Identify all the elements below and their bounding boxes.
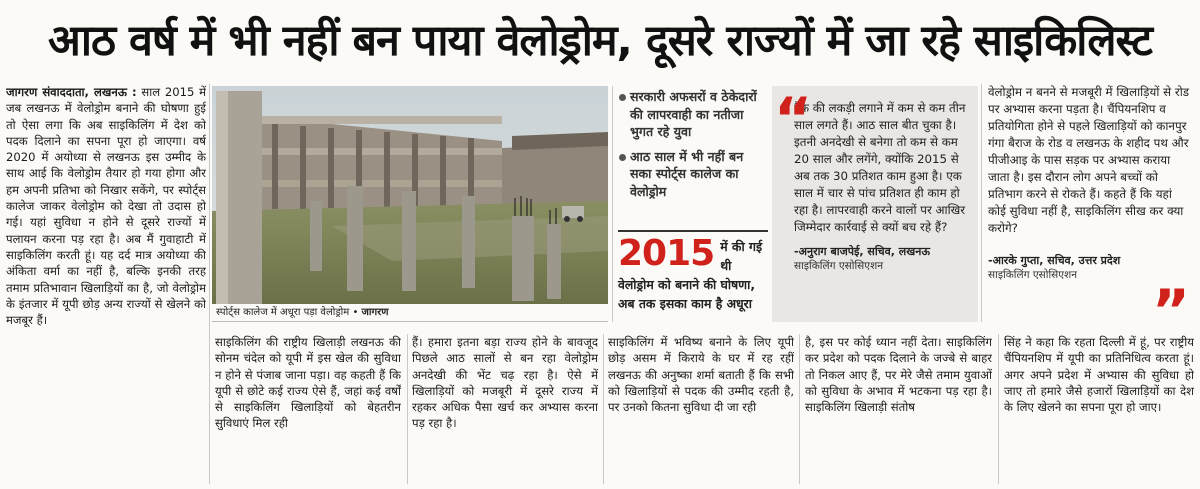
quote-2-author: -आरके गुप्ता, सचिव, उत्तर प्रदेश <box>988 254 1121 267</box>
year-box <box>618 230 768 322</box>
quote-box-2 <box>984 84 1196 345</box>
column-divider <box>603 334 604 484</box>
highlights <box>618 88 766 207</box>
photo-caption <box>212 304 608 322</box>
article-column-1 <box>6 84 206 484</box>
open-quote-icon: “ <box>774 85 813 153</box>
highlight-item: आठ साल में भी नहीं बन सका स्पोर्ट्स कालेज का वेलोड्रोम <box>618 148 766 201</box>
quote-box-1 <box>772 86 978 322</box>
headline: आठ वर्ष में भी नहीं बन पाया वेलोड्रोम, दूसरे राज्यों में जा रहे साइकिलिस्ट <box>48 16 1152 66</box>
article-column-2: साइकिलिंग की राष्ट्रीय खिलाड़ी लखनऊ की सोनम चंदेल को यूपी में इस खेल की सुविधा न होने से पंजाब जाना पड़ा। वह कहती हैं कि यूपी से छोटे कई राज्य ऐसे हैं, जहां कई वर्षों से साइकिलिंग खिलाड़ियों को बेहतरीन सुविधाएं मिल रही <box>215 335 401 431</box>
column-divider <box>799 334 800 484</box>
quote-1-org: साइकिलिंग एसोसिएशन <box>794 260 884 272</box>
article-column-4: साइकिलिंग में भविष्य बनाने के लिए यूपी छोड़ असम में किराये के घर में रह रहीं लखनऊ की अनुष्का शर्मा बताती हैं कि सभी को खिलाड़ियों से पदक की उम्मीद रहती है, पर उनको कितना सुविधा दी जा रही <box>608 335 794 415</box>
column-1-text: साल 2015 में जब लखनऊ में वेलोड्रोम बनाने की घोषणा हुई तो ऐसा लगा कि अब साइकिलिंग में देश को पदक दिलाने का सपना पूरा हो जाएगा। वर्ष 2020 में अयोध्या से लखनऊ इस उम्मीद के साथ आई कि वेलोड्रोम तैयार हो गया होगा और हम अपनी प्रतिभा को निखार सकेंगे, पर स्पोर्ट्स कालेज जाकर वेलोड्रोम को देखा तो उदास हो गई। यहां सुविधा न होने से दूसरे राज्यों में पलायन करना पड़ रहा है। अब मैं गुवाहाटी में साइकिलिंग करती हूं। यह दर्द मात्र अयोध्या की अंकिता वर्मा का नहीं है, बल्कि इनकी तरह तमाम प्रतिभावान खिलाड़ियों का है, जो वेलोड्रोम के इंतजार में यूपी छोड़ अन्य राज्यों से खेलने को मजबूर हैं। <box>6 85 206 328</box>
column-divider <box>998 334 999 484</box>
highlight-item: सरकारी अफसरों व ठेकेदारों की लापरवाही का नतीजा भुगत रहे युवा <box>618 88 766 141</box>
quote-1-text: ट्रैक की लकड़ी लगाने में कम से कम तीन साल लगते हैं। आठ साल बीत चुका है। इतनी अनदेखी से बनेगा तो कम से कम 20 साल और लगेंगे, क्योंकि 2015 से अब तक 30 प्रतिशत काम हुआ है। एक साल में चार से पांच प्रतिशत ही काम हो रहा है। लापरवाही करने वालों पर आखिर जिम्मेदार कार्रवाई से क्यों बच रहे हैं? <box>794 101 966 234</box>
year-figure: 2015 <box>618 233 715 274</box>
caption-dot: • <box>352 307 362 318</box>
caption-text: स्पोर्ट्स कालेज में अधूरा पड़ा वेलोड्रोम <box>216 307 350 318</box>
column-divider <box>612 86 613 322</box>
quote-1-author: -अनुराग बाजपेई, सचिव, लखनऊ <box>794 245 930 258</box>
article-column-3: हैं। हमारा इतना बड़ा राज्य होने के बावजूद पिछले आठ सालों से बन रहा वेलोड्रोम अनदेखी की भेंट चढ़ रहा है। ऐसे में खिलाड़ियों को मजबूरी में दूसरे राज्य में रहकर अधिक पैसा खर्च कर अभ्यास करना पड़ रहा है। <box>412 335 598 431</box>
dateline: जागरण संवाददाता, लखनऊ : <box>6 85 137 99</box>
photo-credit: जागरण <box>361 307 389 318</box>
article-column-5: है, इस पर कोई ध्यान नहीं देता। साइकिलिंग कर प्रदेश को पदक दिलाने के जज्बे से बाहर तो निकल आए हैं, पर मेरे जैसे तमाम युवाओं को सुविधा के अभाव में भटकना पड़ रहा है। साइकिलिंग खिलाड़ी संतोष <box>805 335 992 415</box>
close-quote-icon: ” <box>1151 277 1190 345</box>
quote-2-org: साइकिलिंग एसोसिएशन <box>988 269 1078 281</box>
article-column-6: सिंह ने कहा कि रहता दिल्ली में हूं, पर राष्ट्रीय चैंपियनशिप में यूपी का प्रतिनिधित्व करता हूं। अगर अपने प्रदेश में अभ्यास की सुविधा हो जाए तो हमारे जैसे हजारों खिलाड़ियों का देश के लिए खेलने का सपना पूरा हो जाए। <box>1004 335 1194 415</box>
year-text: में की गई थी वेलोड्रोम को बनाने की घोषणा, अब तक इसका काम है अधूरा <box>618 239 763 311</box>
column-divider <box>981 84 982 322</box>
column-divider <box>209 84 210 484</box>
quote-2-text: वेलोड्रोम न बनने से मजबूरी में खिलाड़ियों से रोड पर अभ्यास करना पड़ता है। चैंपियनशिप व प्रतियोगिता होने से पहले खिलाड़ियों को कानपुर गंगा बैराज के रोड व लखनऊ के शहीद पथ और पीजीआइ के पास सड़क पर अभ्यास कराया जाता है। इस दौरान लोग अपने बच्चों को प्रतिभाग करने से रोकते हैं। कहते हैं कि यहां कोई सुविधा नहीं है, साइकिलिंग सीख कर क्या करोगे? <box>988 85 1190 235</box>
velodrome-photo-illustration <box>212 86 608 304</box>
column-divider <box>407 334 408 484</box>
velodrome-photo <box>212 86 608 304</box>
